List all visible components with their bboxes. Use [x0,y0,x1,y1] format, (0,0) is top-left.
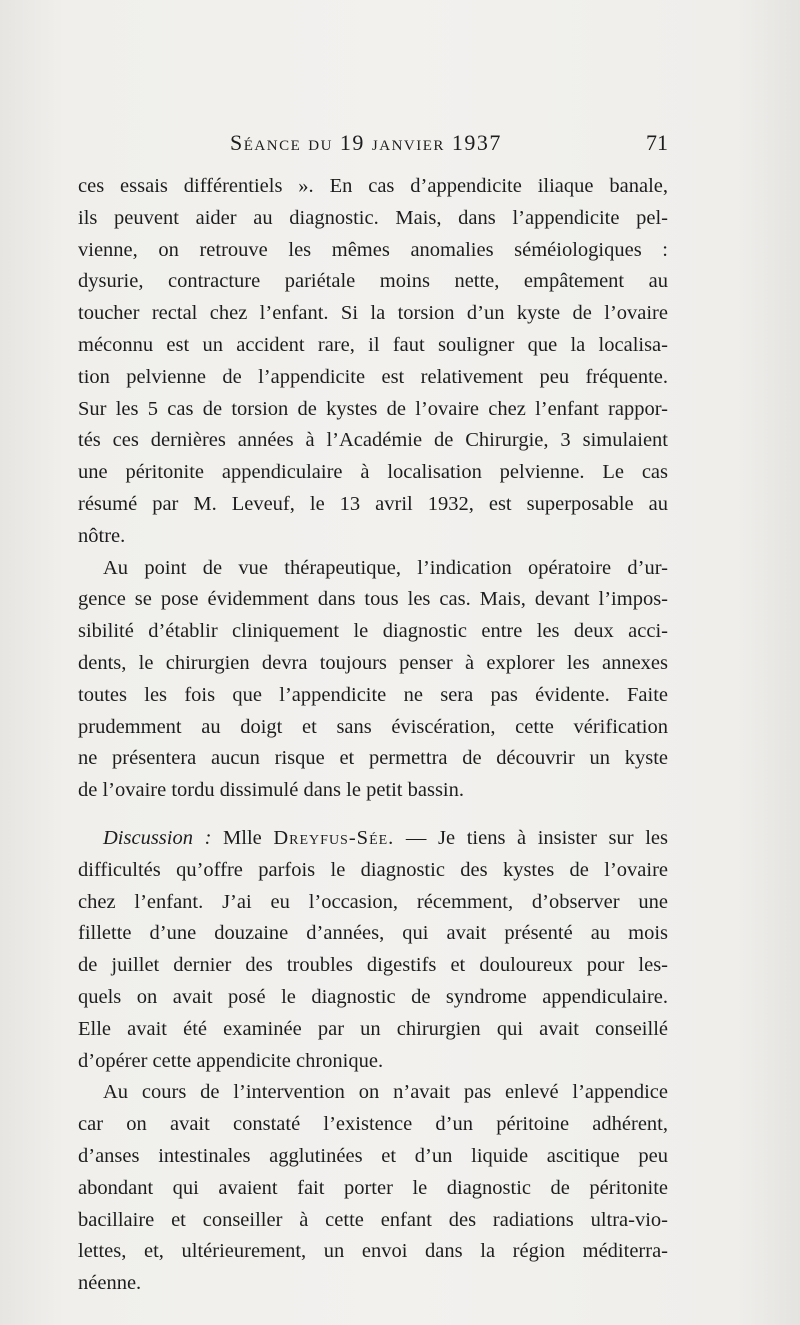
text-line: Au point de vue thérapeutique, l’indication opératoire d’ur- [103,556,668,579]
text-line: gence se pose évidemment dans tous les cas. Mais, devant l’impos- [78,588,668,611]
text-line: ils peuvent aider au diagnostic. Mais, dans l’appendicite pel- [78,206,668,229]
text-line: car on avait constaté l’existence d’un péritoine adhérent, [78,1113,668,1136]
text-line: ces essais différentiels ». En cas d’appendicite iliaque banale, [78,175,668,197]
speaker-name: Dreyfus-Sée. [273,826,395,849]
page-number: 71 [646,130,668,155]
discussion-line-rest: — Je tiens à insister sur les [394,826,668,849]
text-line: bacillaire et conseiller à cette enfant des radiations ultra-vio- [78,1208,668,1231]
text-line: lettes, et, ultérieurement, un envoi dans la région méditerra- [78,1240,668,1263]
page-header [78,130,668,160]
text-line: néenne. [78,1272,142,1295]
text-line: difficultés qu’offre parfois le diagnostic des kystes de l’ovaire [78,858,668,881]
text-line: d’opérer cette appendicite chronique. [78,1049,384,1072]
text-line: une péritonite appendiculaire à localisation pelvienne. Le cas [78,461,668,484]
text-line: ne présentera aucun risque et permettra de découvrir un kyste [78,747,668,770]
text-line: dents, le chirurgien devra toujours penser à explorer les annexes [78,651,668,674]
text-line: toucher rectal chez l’enfant. Si la torsion d’un kyste de l’ovaire [78,302,668,325]
text-line: Sur les 5 cas de torsion de kystes de l’ovaire chez l’enfant rappor- [78,397,668,420]
text-line: de l’ovaire tordu dissimulé dans le petit bassin. [78,779,465,802]
text-line: abondant qui avaient fait porter le diagnostic de péritonite [78,1176,668,1199]
text-line: tés ces dernières années à l’Académie de Chirurgie, 3 simulaient [78,429,668,452]
speaker-prefix: Mlle [223,826,262,849]
running-head: Séance du 19 janvier 1937 [230,130,502,155]
text-line: d’anses intestinales agglutinées et d’un liquide ascitique peu [78,1144,668,1167]
text-line: méconnu est un accident rare, il faut souligner que la localisa- [78,333,668,356]
text-line: nôtre. [78,524,126,547]
discussion-first-line [78,823,668,855]
page-content [78,171,668,1300]
text-line: de juillet dernier des troubles digestifs et douloureux pour les- [78,954,668,977]
text-line: vienne, on retrouve les mêmes anomalies séméiologiques : [78,238,668,261]
text-line: résumé par M. Leveuf, le 13 avril 1932, est superposable au [78,492,668,515]
text-line: Elle avait été examinée par un chirurgien qui avait conseillé [78,1017,668,1040]
text-line: Au cours de l’intervention on n’avait pas enlevé l’appendice [103,1081,668,1104]
discussion-label: Discussion : [103,826,212,849]
text-line: sibilité d’établir cliniquement le diagnostic entre les deux acci- [78,620,668,643]
text-line: dysurie, contracture pariétale moins nette, empâtement au [78,270,668,293]
text-line: prudemment au doigt et sans éviscération, cette vérification [78,715,668,738]
text-line: toutes les fois que l’appendicite ne sera pas évidente. Faite [78,683,668,706]
text-line: chez l’enfant. J’ai eu l’occasion, récemment, d’observer une [78,890,668,913]
text-line: fillette d’une douzaine d’années, qui avait présenté au mois [78,922,668,945]
text-line: quels on avait posé le diagnostic de syndrome appendiculaire. [78,985,668,1008]
text-line: tion pelvienne de l’appendicite est relativement peu fréquente. [78,365,668,388]
